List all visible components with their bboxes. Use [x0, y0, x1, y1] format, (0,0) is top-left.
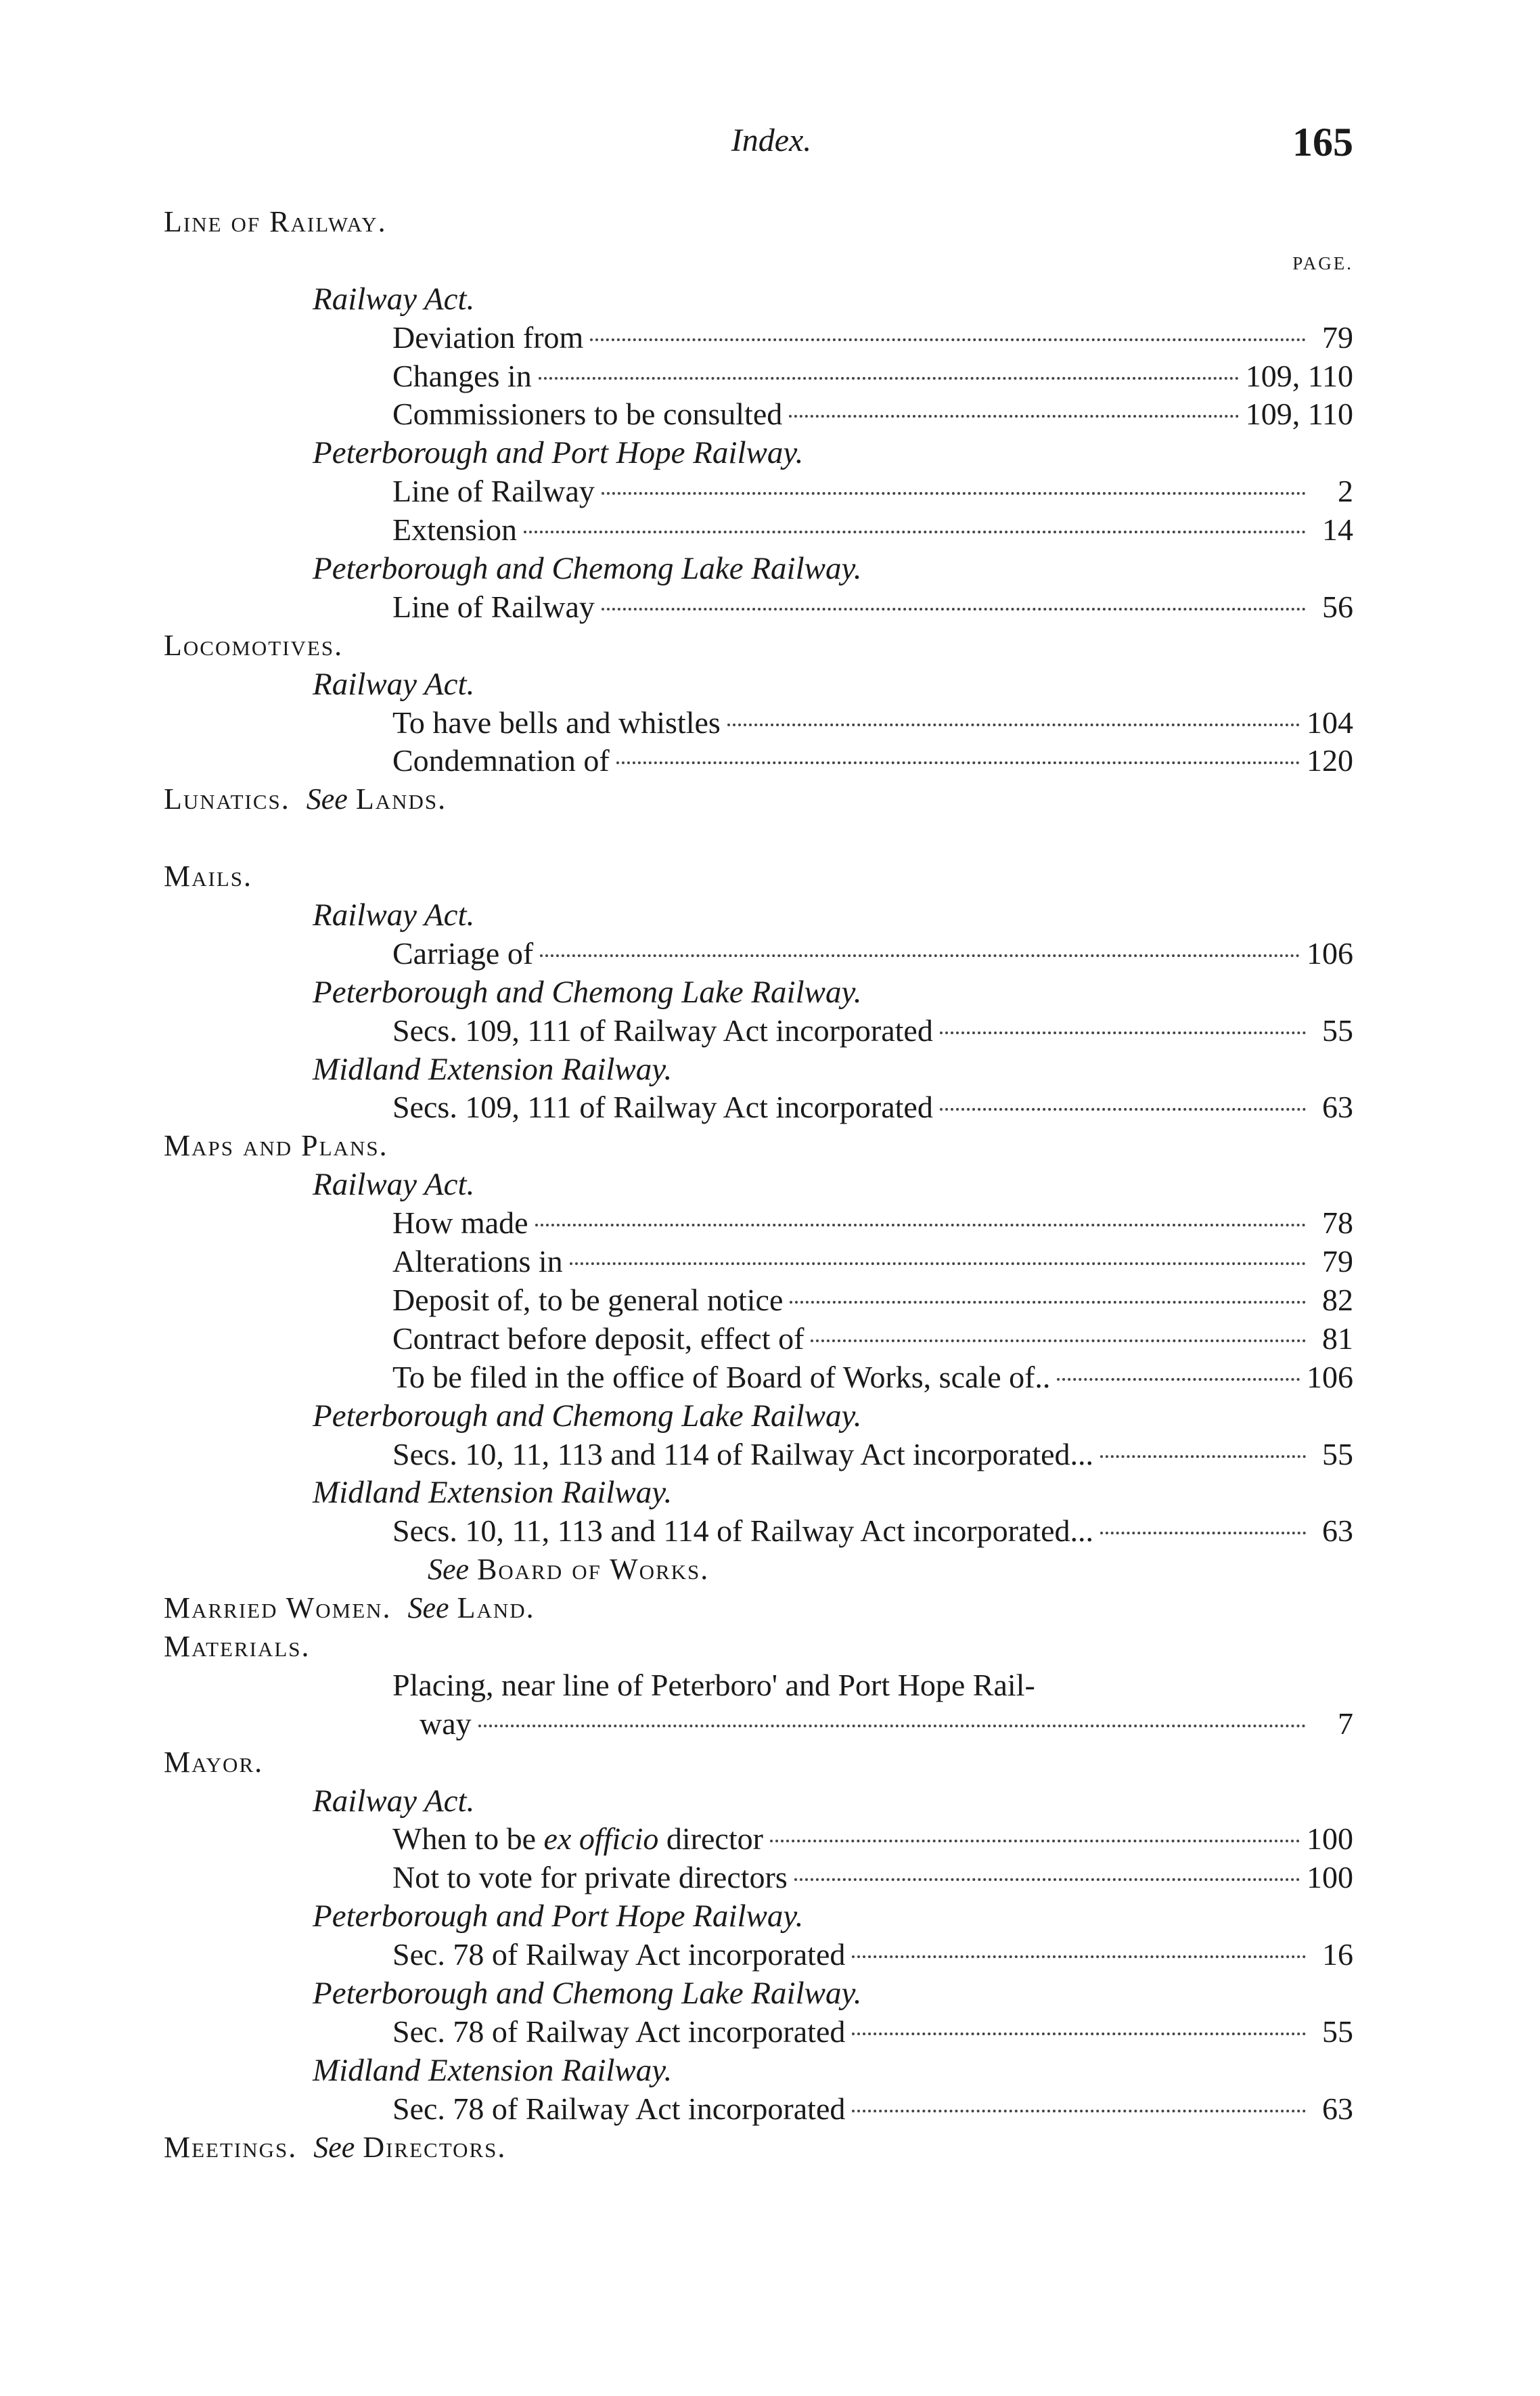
- index-entry: [0, 1820, 1540, 1859]
- entry-label: Not to vote for private directors: [392, 1860, 788, 1895]
- entry-page: 63: [1322, 1090, 1353, 1125]
- entry-label-part: When to be: [392, 1821, 544, 1857]
- dot-leader: [616, 761, 1300, 764]
- see-target: Board of Works.: [477, 1553, 710, 1587]
- index-entry: [0, 1666, 1540, 1705]
- subheading-row: [0, 1782, 1540, 1821]
- entry-label-part: director: [658, 1821, 763, 1857]
- index-heading: Materials.: [164, 1629, 311, 1663]
- dot-leader: [811, 1339, 1306, 1342]
- subheading-row: [0, 1166, 1540, 1204]
- index-heading: [164, 1589, 535, 1628]
- heading-text: Lunatics.: [164, 782, 290, 816]
- entry-page: 63: [1322, 2091, 1353, 2126]
- entry-label: Sec. 78 of Railway Act incorporated: [392, 2014, 846, 2049]
- see-word: See: [313, 2130, 355, 2164]
- act-subheading: Midland Extension Railway.: [313, 2052, 673, 2088]
- entry-page: 120: [1307, 743, 1353, 778]
- index-entry: [0, 1243, 1540, 1281]
- see-target: Lands.: [355, 782, 447, 816]
- index-entry: [0, 472, 1540, 511]
- index-entry: [0, 395, 1540, 434]
- subheading-row: [0, 1473, 1540, 1512]
- dot-leader: [524, 531, 1306, 533]
- subheading-row: [0, 434, 1540, 472]
- index-heading-row: [0, 2129, 1540, 2167]
- index-entry: [0, 2013, 1540, 2051]
- entry-label: Commissioners to be consulted: [392, 397, 783, 432]
- cross-reference: [408, 1591, 535, 1624]
- index-entry: [0, 2090, 1540, 2129]
- index-heading-row: [0, 1628, 1540, 1666]
- entry-label: Secs. 10, 11, 113 and 114 of Railway Act incorporated...: [392, 1513, 1094, 1549]
- dot-leader: [539, 377, 1239, 380]
- act-subheading: Railway Act.: [313, 1167, 475, 1203]
- page-number: 165: [1292, 120, 1353, 164]
- index-entry: [0, 1859, 1540, 1897]
- subheading-row: [0, 665, 1540, 704]
- subheading-row: [0, 896, 1540, 935]
- entry-page: 55: [1322, 1436, 1353, 1471]
- dot-leader: [852, 2110, 1306, 2112]
- entry-label: How made: [392, 1205, 528, 1241]
- index-entry: [0, 1936, 1540, 1974]
- act-subheading: Midland Extension Railway.: [313, 1475, 673, 1511]
- dot-leader: [940, 1031, 1306, 1034]
- index-entry: [0, 1281, 1540, 1320]
- act-subheading: Peterborough and Port Hope Railway.: [313, 1899, 804, 1934]
- entry-page: 109, 110: [1245, 358, 1353, 393]
- index-entry: [0, 935, 1540, 973]
- dot-leader: [1057, 1378, 1300, 1381]
- act-subheading: Peterborough and Chemong Lake Railway.: [313, 1398, 862, 1434]
- entry-page: 63: [1322, 1513, 1353, 1549]
- entry-label: Secs. 10, 11, 113 and 114 of Railway Act incorporated...: [392, 1436, 1094, 1471]
- index-heading-row: [0, 1127, 1540, 1166]
- index-heading-row: [0, 780, 1540, 819]
- index-entry: [0, 704, 1540, 742]
- dot-leader: [1100, 1455, 1306, 1458]
- dot-leader: [1100, 1532, 1306, 1534]
- see-target: Directors.: [363, 2130, 507, 2164]
- act-subheading: Railway Act.: [313, 281, 475, 317]
- index-entry: [0, 319, 1540, 357]
- entry-page: 2: [1338, 474, 1353, 509]
- index-entry: [0, 1512, 1540, 1551]
- entry-page: 56: [1322, 589, 1353, 624]
- entry-label: To be filed in the office of Board of Works, scale of..: [392, 1359, 1051, 1394]
- entry-page: 79: [1322, 1244, 1353, 1279]
- entry-page: 100: [1307, 1860, 1353, 1895]
- subheading-row: [0, 1050, 1540, 1089]
- act-subheading: Railway Act.: [313, 666, 475, 702]
- entry-label: way: [420, 1706, 472, 1741]
- heading-text: Meetings.: [164, 2130, 298, 2164]
- subheading-row: [0, 280, 1540, 319]
- act-subheading: Peterborough and Port Hope Railway.: [313, 435, 804, 471]
- index-heading: Mails.: [164, 860, 253, 893]
- act-subheading: Railway Act.: [313, 1783, 475, 1819]
- dot-leader: [570, 1262, 1306, 1265]
- see-word: See: [407, 1591, 449, 1625]
- dot-leader: [790, 1301, 1306, 1304]
- entry-label-italic: ex officio: [543, 1821, 659, 1857]
- entry-page: 106: [1307, 1359, 1353, 1394]
- index-entry: [0, 1088, 1540, 1127]
- entry-label: Placing, near line of Peterboro' and Port Hope Rail-: [392, 1667, 1035, 1702]
- dot-leader: [590, 338, 1306, 341]
- entry-label: Sec. 78 of Railway Act incorporated: [392, 1937, 846, 1972]
- see-word: See: [428, 1553, 470, 1587]
- entry-label: Sec. 78 of Railway Act incorporated: [392, 2091, 846, 2126]
- cross-reference: [313, 2131, 506, 2164]
- entry-page: 104: [1307, 705, 1353, 740]
- act-subheading: Midland Extension Railway.: [313, 1051, 673, 1087]
- index-entry: [0, 1012, 1540, 1050]
- index-list: [0, 203, 1540, 2167]
- subheading-row: [0, 550, 1540, 588]
- dot-leader: [770, 1840, 1300, 1842]
- dot-leader: [789, 415, 1238, 418]
- index-heading-row: [0, 1589, 1540, 1628]
- dot-leader: [540, 954, 1300, 957]
- entry-page: 79: [1322, 319, 1353, 355]
- index-heading-row: [0, 627, 1540, 665]
- entry-label: Changes in: [392, 358, 532, 393]
- entry-page: 78: [1322, 1205, 1353, 1241]
- dot-leader: [852, 1955, 1306, 1958]
- subheading-row: [0, 1397, 1540, 1436]
- entry-page: 55: [1322, 1013, 1353, 1048]
- dot-leader: [478, 1725, 1306, 1727]
- cross-reference-row: [0, 1551, 1540, 1589]
- index-entry: [0, 588, 1540, 627]
- subheading-row: [0, 2051, 1540, 2090]
- subheading-row: [0, 973, 1540, 1012]
- heading-text: Married Women.: [164, 1591, 392, 1625]
- entry-label: Deposit of, to be general notice: [392, 1282, 784, 1317]
- entry-label: [392, 1820, 763, 1859]
- dot-leader: [535, 1224, 1306, 1226]
- act-subheading: Peterborough and Chemong Lake Railway.: [313, 551, 862, 587]
- index-entry: [0, 1705, 1540, 1744]
- entry-label: Deviation from: [392, 319, 584, 355]
- index-entry: [0, 1358, 1540, 1397]
- dot-leader: [602, 608, 1306, 611]
- index-heading: [164, 2129, 506, 2167]
- index-heading: Maps and Plans.: [164, 1129, 388, 1163]
- entry-label: Carriage of: [392, 935, 534, 971]
- index-heading: Mayor.: [164, 1745, 264, 1779]
- entry-page: 81: [1322, 1321, 1353, 1356]
- index-entry: [0, 1204, 1540, 1243]
- dot-leader: [794, 1878, 1300, 1881]
- act-subheading: Peterborough and Chemong Lake Railway.: [313, 1975, 862, 2011]
- cross-reference: [307, 782, 447, 816]
- entry-page: 109, 110: [1245, 397, 1353, 432]
- entry-label: Condemnation of: [392, 743, 610, 778]
- index-entry: [0, 742, 1540, 780]
- entry-page: 100: [1307, 1821, 1353, 1857]
- index-entry: [0, 1320, 1540, 1358]
- entry-page: 106: [1307, 935, 1353, 971]
- dot-leader: [727, 724, 1300, 726]
- index-entry: [0, 511, 1540, 550]
- index-entry: [0, 357, 1540, 396]
- running-title: Index.: [731, 123, 812, 158]
- dot-leader: [602, 492, 1306, 495]
- entry-page: 14: [1322, 512, 1353, 548]
- act-subheading: Railway Act.: [313, 897, 475, 933]
- entry-page: 55: [1322, 2014, 1353, 2049]
- entry-label: Alterations in: [392, 1244, 563, 1279]
- entry-label: Secs. 109, 111 of Railway Act incorporated: [392, 1013, 933, 1048]
- see-word: See: [306, 782, 348, 816]
- subheading-row: [0, 1897, 1540, 1936]
- entry-label: Line of Railway: [392, 474, 595, 509]
- index-heading-row: [0, 203, 1540, 242]
- see-target: Land.: [457, 1591, 535, 1625]
- entry-label: Extension: [392, 512, 517, 548]
- entry-label: To have bells and whistles: [392, 705, 721, 740]
- dot-leader: [852, 2033, 1306, 2035]
- index-entry: [0, 1436, 1540, 1474]
- cross-reference: [428, 1551, 709, 1589]
- index-heading: Line of Railway.: [164, 205, 387, 238]
- index-heading: Locomotives.: [164, 628, 344, 662]
- dot-leader: [940, 1108, 1306, 1111]
- entry-label: Contract before deposit, effect of: [392, 1321, 805, 1356]
- entry-page: 16: [1322, 1937, 1353, 1972]
- entry-label: Secs. 109, 111 of Railway Act incorporated: [392, 1090, 933, 1125]
- page-column-label: PAGE.: [1292, 253, 1353, 273]
- entry-page: 82: [1322, 1282, 1353, 1317]
- index-heading-row: [0, 1744, 1540, 1782]
- index-heading: [164, 780, 447, 819]
- entry-label: Line of Railway: [392, 589, 595, 624]
- subheading-row: [0, 1974, 1540, 2013]
- entry-page: 7: [1338, 1706, 1353, 1741]
- index-heading-row: [0, 858, 1540, 896]
- act-subheading: Peterborough and Chemong Lake Railway.: [313, 974, 862, 1010]
